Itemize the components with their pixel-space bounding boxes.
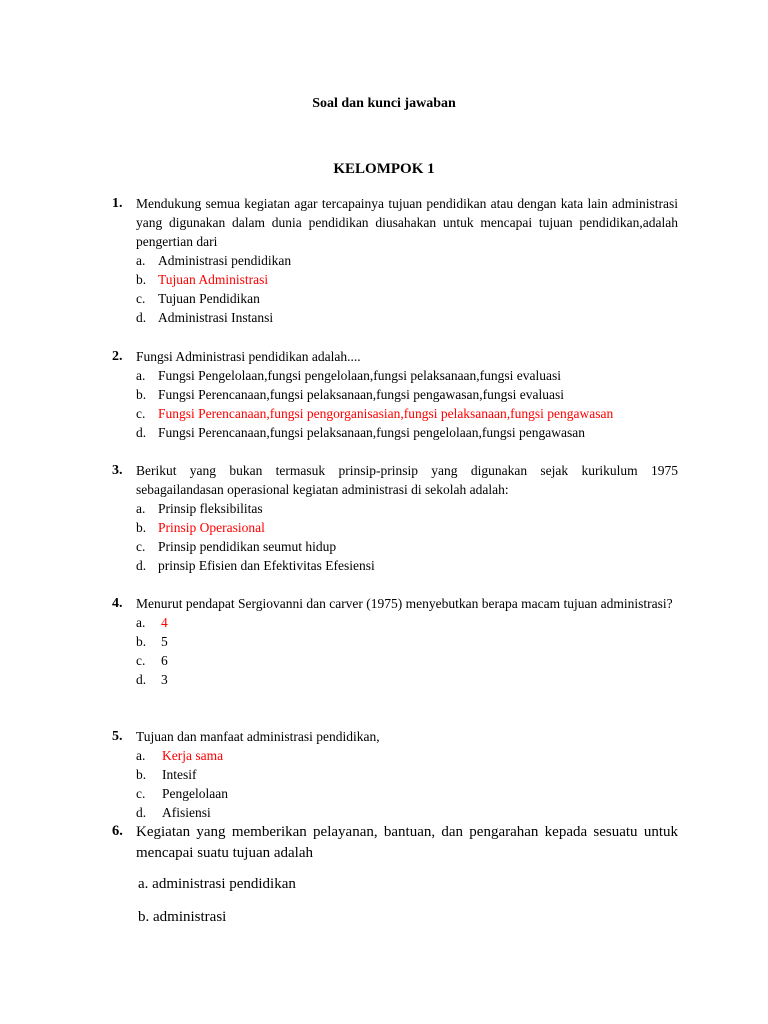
question-number: 4. <box>112 596 123 611</box>
option-letter: b. <box>136 767 147 782</box>
question-text: Berikut yang bukan termasuk prinsip-prinsip yang digunakan sejak kurikulum 1975 sebagailandasan operasional kegiatan administrasi di sekolah adalah: <box>136 463 678 497</box>
option-letter: d. <box>136 310 147 325</box>
answer-key-text: Prinsip Operasional <box>158 520 265 535</box>
answer-key-text: 4 <box>161 615 168 630</box>
option-text: Administrasi Instansi <box>158 310 274 325</box>
option-letter: d. <box>136 672 147 687</box>
answer-key-text: Tujuan Administrasi <box>158 272 269 287</box>
question-text: Tujuan dan manfaat administrasi pendidikan, <box>136 729 380 744</box>
question-number: 6. <box>112 823 123 839</box>
option-c <box>136 404 678 423</box>
option-letter: c. <box>136 786 146 801</box>
option-letter: c. <box>136 291 146 306</box>
question-text: Fungsi Administrasi pendidikan adalah.... <box>136 349 361 364</box>
option-c <box>136 289 678 308</box>
option-text: 6 <box>161 653 168 668</box>
option-text: 3 <box>161 672 168 687</box>
option-text: Prinsip fleksibilitas <box>158 501 263 516</box>
option-b: b. administrasi <box>138 909 227 925</box>
option-b <box>136 518 678 537</box>
option-text: Pengelolaan <box>162 786 228 801</box>
group-heading: KELOMPOK 1 <box>333 161 435 177</box>
option-c <box>136 537 678 556</box>
answer-key-text: Kerja sama <box>162 748 224 763</box>
question-6 <box>112 822 678 864</box>
question-text: Mendukung semua kegiatan agar tercapainya tujuan pendidikan atau dengan kata lain administrasi yang digunakan dalam dunia pendidikan diusahakan untuk mencapai tujuan pendidikan,adalah pengertian dari <box>136 196 678 249</box>
option-text: Fungsi Perencanaan,fungsi pelaksanaan,fungsi pengawasan,fungsi evaluasi <box>158 387 565 402</box>
option-a <box>136 366 678 385</box>
question-text: Kegiatan yang memberikan pelayanan, bantuan, dan pengarahan kepada sesuatu untuk mencapai suatu tujuan adalah <box>136 824 678 861</box>
option-a: a. administrasi pendidikan <box>138 876 296 892</box>
question-2 <box>112 347 678 442</box>
question-5 <box>112 727 678 822</box>
option-c <box>136 784 678 803</box>
question-number: 1. <box>112 196 123 211</box>
option-a <box>136 746 678 765</box>
option-a <box>136 499 678 518</box>
option-text: Administrasi pendidikan <box>158 253 292 268</box>
option-b <box>136 632 678 651</box>
option-b <box>136 765 678 784</box>
option-d <box>136 423 678 442</box>
option-text: Intesif <box>162 767 197 782</box>
option-b <box>136 270 678 289</box>
option-letter: d. <box>136 805 147 820</box>
option-d <box>136 308 678 327</box>
option-letter: c. <box>136 539 146 554</box>
option-letter: a. <box>136 253 146 268</box>
option-text: Tujuan Pendidikan <box>158 291 260 306</box>
option-text: Fungsi Pengelolaan,fungsi pengelolaan,fungsi pelaksanaan,fungsi evaluasi <box>158 368 562 383</box>
option-text: prinsip Efisien dan Efektivitas Efesiensi <box>158 558 375 573</box>
question-text: Menurut pendapat Sergiovanni dan carver (1975) menyebutkan berapa macam tujuan administrasi? <box>136 596 673 611</box>
option-letter: a. <box>136 615 146 630</box>
option-letter: b. <box>136 272 147 287</box>
question-3 <box>112 461 678 575</box>
option-letter: a. <box>136 501 146 516</box>
option-a <box>136 251 678 270</box>
document-title: Soal dan kunci jawaban <box>312 96 456 111</box>
option-letter: b. <box>136 387 147 402</box>
option-letter: a. <box>136 748 146 763</box>
option-text: 5 <box>161 634 168 649</box>
option-text: Prinsip pendidikan seumut hidup <box>158 539 337 554</box>
option-letter: b. <box>136 634 147 649</box>
option-d <box>136 670 678 689</box>
option-d <box>136 556 678 575</box>
answer-key-text: Fungsi Perencanaan,fungsi pengorganisasian,fungsi pelaksanaan,fungsi pengawasan <box>158 406 614 421</box>
question-number: 5. <box>112 729 123 744</box>
option-letter: a. <box>136 368 146 383</box>
option-a <box>136 613 678 632</box>
question-number: 3. <box>112 463 123 478</box>
option-letter: d. <box>136 425 147 440</box>
option-b <box>136 385 678 404</box>
option-letter: d. <box>136 558 147 573</box>
question-1 <box>112 194 678 327</box>
question-number: 2. <box>112 349 123 364</box>
option-letter: c. <box>136 406 146 421</box>
option-c <box>136 651 678 670</box>
option-d <box>136 803 678 822</box>
option-text: Fungsi Perencanaan,fungsi pelaksanaan,fungsi pengelolaan,fungsi pengawasan <box>158 425 585 440</box>
option-text: Afisiensi <box>162 805 211 820</box>
question-4 <box>112 594 678 689</box>
option-letter: c. <box>136 653 146 668</box>
option-letter: b. <box>136 520 147 535</box>
